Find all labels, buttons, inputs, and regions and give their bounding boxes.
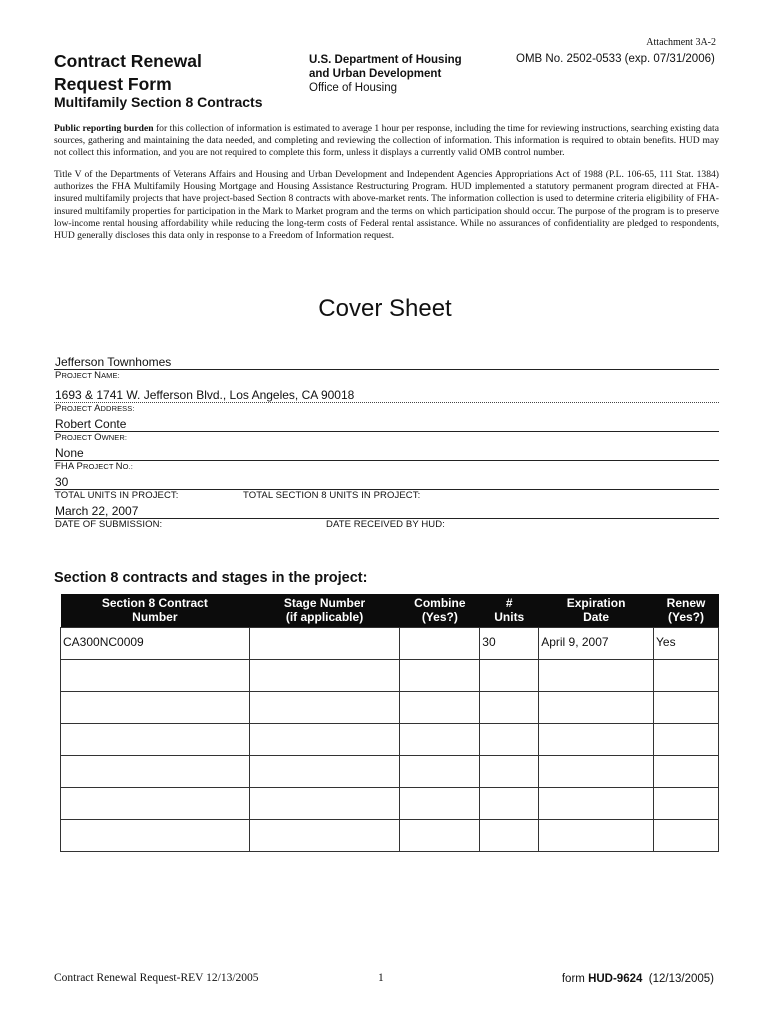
table-row [61, 660, 719, 692]
project-owner-label: PROJECT OWNER: [55, 432, 128, 443]
renew-cell[interactable]: Yes [654, 628, 719, 660]
contract-number-cell[interactable] [61, 660, 250, 692]
project-address-label: PROJECT ADDRESS: [55, 403, 135, 414]
renew-cell[interactable] [654, 692, 719, 724]
stage-number-cell[interactable] [249, 724, 400, 756]
attachment-label: Attachment 3A-2 [646, 37, 716, 48]
expiration-date-cell[interactable] [539, 756, 654, 788]
project-name-label: PROJECT NAME: [55, 370, 120, 381]
combine-cell[interactable] [400, 660, 480, 692]
form-subtitle: Multifamily Section 8 Contracts [54, 94, 263, 110]
combine-cell[interactable] [400, 724, 480, 756]
footer-revision: Contract Renewal Request-REV 12/13/2005 [54, 972, 259, 984]
renew-cell[interactable] [654, 820, 719, 852]
form-number: form HUD-9624 (12/13/2005) [561, 973, 714, 985]
date-received-label: DATE RECEIVED BY HUD: [326, 519, 445, 530]
combine-cell[interactable] [400, 628, 480, 660]
units-cell[interactable] [480, 788, 539, 820]
burden-text: for this collection of information is estimated to average 1 hour per response, including the time for reviewing instructions, searching existing data sources, gathering and maintaining the data needed, and completing and reviewing the collection of information. This information is required to obtain benefits. HUD may not collect this information, and you are not required to complete this form, unless it displays a currently valid OMB control number. [54, 123, 719, 159]
agency-office: Office of Housing [309, 82, 398, 94]
renew-cell[interactable] [654, 660, 719, 692]
project-address-value[interactable]: 1693 & 1741 W. Jefferson Blvd., Los Angeles, CA 90018 [55, 388, 355, 402]
form-title-line2: Request Form [54, 74, 172, 94]
header-expiration-date: Expiration Date [539, 594, 654, 628]
stage-number-cell[interactable] [249, 820, 400, 852]
units-cell[interactable]: 30 [480, 628, 539, 660]
agency-line1: U.S. Department of Housing [309, 54, 462, 66]
table-row [61, 692, 719, 724]
stage-number-cell[interactable] [249, 660, 400, 692]
contract-number-cell[interactable] [61, 788, 250, 820]
contract-number-cell[interactable] [61, 820, 250, 852]
stage-number-cell[interactable] [249, 756, 400, 788]
header-contract-number: Section 8 Contract Number [61, 594, 250, 628]
renew-cell[interactable] [654, 788, 719, 820]
expiration-date-cell[interactable] [539, 724, 654, 756]
project-owner-field[interactable] [54, 417, 719, 444]
renew-cell[interactable] [654, 756, 719, 788]
title-v-paragraph: Title V of the Departments of Veterans Affairs and Housing and Urban Development and Independent Agencies Appropriations Act of 1988 (P.L. 106-65, 111 Stat. 1384) authorizes the FHA Multifamily Housing Mortgage and Housing Assistance Restructuring Program. HUD implemented a statutory permanent program directed at FHA-insured multifamily projects that have project-based Section 8 contracts with above-market rents. The information collection is used to determine criteria eligibility of FHA-insured multifamily properties for participation in the Mark to Market program and the terms on which participation should occur. The purpose of the program is to preserve low-income rental housing affordability while reducing the long-term costs of Federal rental assistance. While no assurances of confidentiality are pledged to respondents, HUD generally discloses this data only in response to a Freedom of Information request. [54, 169, 719, 242]
total-units-label: TOTAL UNITS IN PROJECT: [55, 490, 179, 501]
table-row [61, 756, 719, 788]
agency-line2: and Urban Development [309, 68, 442, 80]
units-cell[interactable] [480, 820, 539, 852]
combine-cell[interactable] [400, 692, 480, 724]
header-renew: Renew (Yes?) [654, 594, 719, 628]
expiration-date-cell[interactable]: April 9, 2007 [539, 628, 654, 660]
cover-sheet-title: Cover Sheet [318, 295, 452, 322]
combine-cell[interactable] [400, 788, 480, 820]
renew-cell[interactable] [654, 724, 719, 756]
total-units-field[interactable] [54, 475, 719, 502]
project-owner-value[interactable]: Robert Conte [55, 417, 127, 431]
units-cell[interactable] [480, 724, 539, 756]
form-title-line1: Contract Renewal [54, 51, 202, 71]
table-row [61, 788, 719, 820]
expiration-date-cell[interactable] [539, 692, 654, 724]
units-cell[interactable] [480, 756, 539, 788]
section-heading: Section 8 contracts and stages in the project: [54, 570, 368, 586]
project-address-field[interactable] [54, 388, 719, 415]
fha-project-no-value[interactable]: None [55, 446, 84, 460]
contracts-table [60, 594, 719, 852]
total-section8-units-label: TOTAL SECTION 8 UNITS IN PROJECT: [243, 490, 421, 501]
stage-number-cell[interactable] [249, 628, 400, 660]
form-title [54, 50, 284, 96]
total-units-labels [54, 490, 719, 502]
stage-number-cell[interactable] [249, 788, 400, 820]
date-submission-label: DATE OF SUBMISSION: [55, 519, 163, 530]
header-combine: Combine (Yes?) [400, 594, 480, 628]
date-submission-value[interactable]: March 22, 2007 [55, 504, 139, 518]
stage-number-cell[interactable] [249, 692, 400, 724]
contract-number-cell[interactable] [61, 756, 250, 788]
contract-number-cell[interactable] [61, 724, 250, 756]
combine-cell[interactable] [400, 756, 480, 788]
page-number: 1 [378, 972, 384, 984]
total-units-value[interactable]: 30 [55, 475, 69, 489]
table-row [61, 724, 719, 756]
expiration-date-cell[interactable] [539, 660, 654, 692]
burden-paragraph [54, 123, 719, 160]
units-cell[interactable] [480, 660, 539, 692]
table-header-row [61, 594, 719, 628]
expiration-date-cell[interactable] [539, 820, 654, 852]
contract-number-cell[interactable] [61, 692, 250, 724]
contract-number-cell[interactable]: CA300NC0009 [61, 628, 250, 660]
fha-project-no-field[interactable] [54, 446, 719, 473]
table-row [61, 820, 719, 852]
combine-cell[interactable] [400, 820, 480, 852]
table-row [61, 628, 719, 660]
expiration-date-cell[interactable] [539, 788, 654, 820]
header-stage-number: Stage Number (if applicable) [249, 594, 400, 628]
omb-number: OMB No. 2502-0533 (exp. 07/31/2006) [516, 53, 715, 65]
units-cell[interactable] [480, 692, 539, 724]
date-submission-field[interactable] [54, 504, 719, 531]
date-labels [54, 519, 719, 531]
project-name-field[interactable] [54, 355, 719, 382]
header-units: # Units [480, 594, 539, 628]
fha-project-no-label: FHA PROJECT NO.: [55, 461, 133, 472]
agency-block [309, 53, 462, 95]
project-name-value[interactable]: Jefferson Townhomes [55, 355, 172, 369]
burden-lead: Public reporting burden [54, 123, 154, 134]
